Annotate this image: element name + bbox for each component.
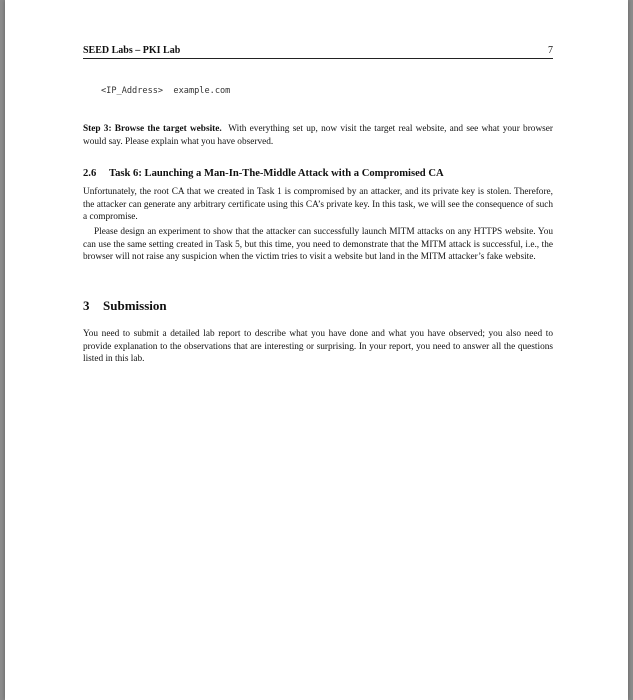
section-title: Task 6: Launching a Man-In-The-Middle Attack with a Compromised CA (109, 168, 444, 179)
section-2-6-paragraph-2: Please design an experiment to show that the attacker can successfully launch MITM attacks on any HTTPS website. You can use the same setting created in Task 5, but this time, you need to demonstrate that the MITM attack is successful, i.e., the browser will not raise any suspicion when the victim tries to visit a website but land in the MITM attacker’s fake website. (83, 227, 553, 262)
section-number: 3 (83, 298, 90, 313)
section-title: Submission (103, 298, 167, 313)
code-line: <IP_Address> example.com (101, 86, 231, 96)
section-2-6-paragraph-1: Unfortunately, the root CA that we created in Task 1 is compromised by an attacker, and its private key is stolen. Therefore, the attacker can generate any arbitrary certificate using this CA’s private key. In this task, we will see the consequence of such a compromise. (83, 187, 553, 222)
document-page (5, 0, 628, 700)
section-3-paragraph: You need to submit a detailed lab report to describe what you have done and what you have observed; you also need to provide explanation to the observations that are interesting or surprising. In your report, you need to answer all the questions listed in this lab. (83, 329, 553, 364)
page-number: 7 (548, 45, 553, 56)
step3-label: Step 3: Browse the target website. (83, 124, 222, 134)
section-heading-3 (83, 298, 167, 314)
step3-paragraph (83, 123, 553, 148)
section-number: 2.6 (83, 168, 97, 179)
page-header (83, 45, 553, 59)
header-title: SEED Labs – PKI Lab (83, 45, 181, 56)
step3-text: With everything set up, now visit the target real website, and see what your browser would say. Please explain what you have observed. (83, 124, 553, 147)
section-heading-2-6 (83, 168, 444, 179)
